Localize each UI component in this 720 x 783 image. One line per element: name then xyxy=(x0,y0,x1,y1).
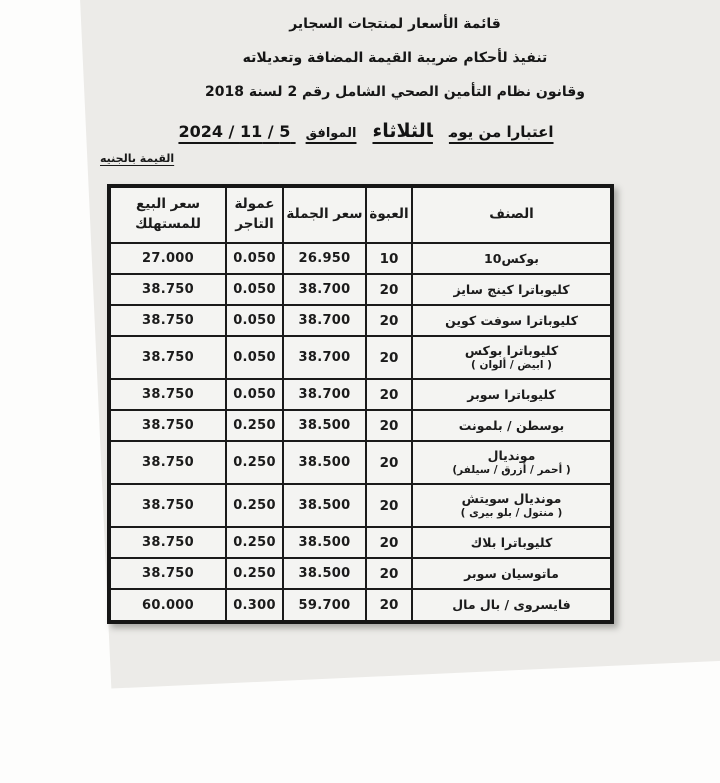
wholesale-price-cell: 38.500 xyxy=(283,441,366,484)
item-name-cell xyxy=(412,410,612,441)
consumer-price-cell: 38.750 xyxy=(109,441,226,484)
merchant-commission-cell: 0.250 xyxy=(226,441,283,484)
column-header-retail xyxy=(109,186,226,243)
item-name-variant: ( أحمر / أزرق / سيلفر) xyxy=(452,463,571,476)
consumer-price-cell: 38.750 xyxy=(109,305,226,336)
pack-size-cell: 20 xyxy=(366,589,412,622)
table-row xyxy=(109,558,612,589)
pack-size-cell: 20 xyxy=(366,484,412,527)
item-name-variant: ( ابيض / ألوان ) xyxy=(471,358,552,371)
item-name-variant: ( منتول / بلو بيرى ) xyxy=(460,506,563,519)
column-header-wholesale: سعر الجملة xyxy=(283,186,366,243)
effective-date-conjunction: الموافق xyxy=(305,126,357,141)
item-name-cell xyxy=(412,589,612,622)
table-row xyxy=(109,379,612,410)
consumer-price-cell: 38.750 xyxy=(109,527,226,558)
effective-date-value: 5 / 11 / 2024 xyxy=(178,122,291,141)
price-table-body xyxy=(109,243,612,622)
table-row xyxy=(109,527,612,558)
document-title-line-3: وقانون نظام التأمين الصحي الشامل رقم 2 لسنة 2018 xyxy=(205,84,585,100)
wholesale-price-cell: 38.500 xyxy=(283,484,366,527)
table-row xyxy=(109,305,612,336)
column-header-commission-line1: عمولة xyxy=(234,196,275,213)
consumer-price-cell: 60.000 xyxy=(109,589,226,622)
merchant-commission-cell: 0.050 xyxy=(226,274,283,305)
pack-size-cell: 20 xyxy=(366,527,412,558)
pack-size-cell: 20 xyxy=(366,274,412,305)
table-row xyxy=(109,336,612,379)
document-title-line-2: تنفيذ لأحكام ضريبة القيمة المضافة وتعديلاته xyxy=(242,50,548,66)
item-name: فايسروى / بال مال xyxy=(452,597,571,613)
item-name: كليوباترا كينج سايز xyxy=(453,281,570,297)
merchant-commission-cell: 0.050 xyxy=(226,336,283,379)
merchant-commission-cell: 0.050 xyxy=(226,243,283,274)
item-name: كليوباترا بلاك xyxy=(470,534,553,550)
consumer-price-cell: 38.750 xyxy=(109,484,226,527)
merchant-commission-cell: 0.250 xyxy=(226,558,283,589)
pack-size-cell: 10 xyxy=(366,243,412,274)
consumer-price-cell: 38.750 xyxy=(109,336,226,379)
wholesale-price-cell: 38.700 xyxy=(283,274,366,305)
table-header-row xyxy=(109,186,612,243)
pack-size-cell: 20 xyxy=(366,441,412,484)
currency-note: القيمة بالجنيه xyxy=(100,152,175,165)
item-name: مونديال xyxy=(487,448,536,464)
item-name-cell xyxy=(412,336,612,379)
column-header-pack: العبوة xyxy=(366,186,412,243)
pack-size-cell: 20 xyxy=(366,558,412,589)
consumer-price-cell: 27.000 xyxy=(109,243,226,274)
pack-size-cell: 20 xyxy=(366,336,412,379)
column-header-commission xyxy=(226,186,283,243)
item-name-cell xyxy=(412,305,612,336)
wholesale-price-cell: 26.950 xyxy=(283,243,366,274)
effective-date-day: الثلاثاء xyxy=(372,120,433,142)
item-name-cell xyxy=(412,243,612,274)
merchant-commission-cell: 0.250 xyxy=(226,527,283,558)
item-name-cell xyxy=(412,441,612,484)
item-name: بوكس10 xyxy=(484,250,539,266)
price-table xyxy=(107,184,614,624)
item-name: بوسطن / بلمونت xyxy=(458,417,565,433)
effective-date-prefix: اعتبارا من يوم xyxy=(448,123,554,141)
item-name: مونديال سويتش xyxy=(461,491,562,507)
merchant-commission-cell: 0.300 xyxy=(226,589,283,622)
item-name-cell xyxy=(412,527,612,558)
column-header-item: الصنف xyxy=(412,186,612,243)
wholesale-price-cell: 38.700 xyxy=(283,336,366,379)
column-header-retail-line1: سعر البيع xyxy=(136,196,200,213)
wholesale-price-cell: 38.700 xyxy=(283,305,366,336)
table-row xyxy=(109,441,612,484)
consumer-price-cell: 38.750 xyxy=(109,558,226,589)
item-name: كليوباترا بوكس xyxy=(464,343,559,359)
table-row xyxy=(109,243,612,274)
merchant-commission-cell: 0.250 xyxy=(226,410,283,441)
document-title-line-1: قائمة الأسعار لمنتجات السجاير xyxy=(289,16,501,32)
table-row xyxy=(109,484,612,527)
item-name-cell xyxy=(412,558,612,589)
item-name: ماتوسيان سوبر xyxy=(464,565,559,581)
wholesale-price-cell: 38.500 xyxy=(283,410,366,441)
table-row xyxy=(109,410,612,441)
effective-date-line xyxy=(0,120,720,142)
wholesale-price-cell: 38.500 xyxy=(283,527,366,558)
pack-size-cell: 20 xyxy=(366,305,412,336)
table-row xyxy=(109,274,612,305)
wholesale-price-cell: 38.700 xyxy=(283,379,366,410)
consumer-price-cell: 38.750 xyxy=(109,410,226,441)
table-row xyxy=(109,589,612,622)
item-name-cell xyxy=(412,484,612,527)
merchant-commission-cell: 0.050 xyxy=(226,379,283,410)
item-name: كليوباترا سوبر xyxy=(467,386,556,402)
pack-size-cell: 20 xyxy=(366,410,412,441)
merchant-commission-cell: 0.250 xyxy=(226,484,283,527)
consumer-price-cell: 38.750 xyxy=(109,274,226,305)
pack-size-cell: 20 xyxy=(366,379,412,410)
item-name-cell xyxy=(412,379,612,410)
column-header-retail-line2: للمستهلك xyxy=(135,216,201,232)
wholesale-price-cell: 38.500 xyxy=(283,558,366,589)
merchant-commission-cell: 0.050 xyxy=(226,305,283,336)
item-name-cell xyxy=(412,274,612,305)
consumer-price-cell: 38.750 xyxy=(109,379,226,410)
wholesale-price-cell: 59.700 xyxy=(283,589,366,622)
column-header-commission-line2: التاجر xyxy=(235,216,274,232)
item-name: كليوباترا سوفت كوين xyxy=(445,312,578,328)
